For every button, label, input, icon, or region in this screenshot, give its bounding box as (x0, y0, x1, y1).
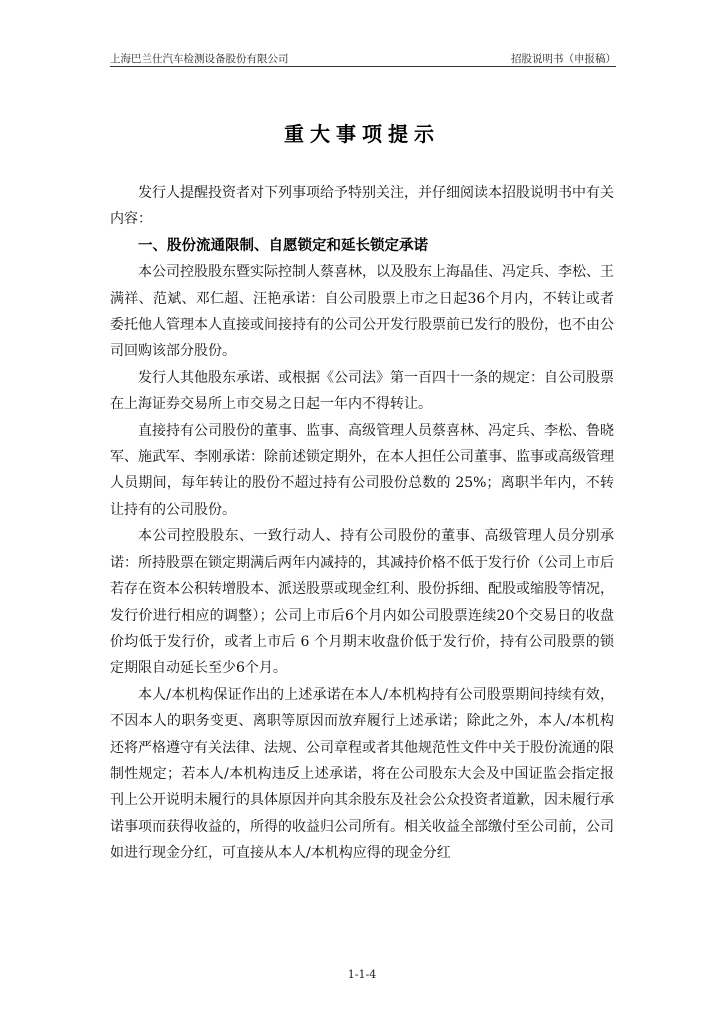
body-paragraph: 本公司控股股东暨实际控制人蔡喜林，以及股东上海晶佳、冯定兵、李松、王满祥、范斌、邓仁超、汪艳承诺：自公司股票上市之日起36个月内，不转让或者委托他人管理本人直接或间接持有的公司公开发行股票前已发行的股份，也不由公司回购该部分股份。 (110, 264, 614, 360)
body-paragraph: 发行人其他股东承诺、或根据《公司法》第一百四十一条的规定：自公司股票在上海证券交易所上市交易之日起一年内不得转让。 (110, 369, 614, 413)
body-paragraph: 直接持有公司股份的董事、监事、高级管理人员蔡喜林、冯定兵、李松、鲁晓军、施武军、李刚承诺：除前述锁定期外，在本人担任公司董事、监事或高级管理人员期间，每年转让的股份不超过持有公司股份总数的 25%；离职半年内，不转让持有的公司股份。 (110, 422, 614, 518)
intro-paragraph: 发行人提醒投资者对下列事项给予特别关注，并仔细阅读本招股说明书中有关内容： (110, 185, 614, 228)
header-divider (110, 66, 616, 67)
page-title: 重大事项提示 (284, 122, 440, 146)
document-body (110, 180, 614, 867)
body-paragraph: 本人/本机构保证作出的上述承诺在本人/本机构持有公司股票期间持续有效，不因本人的职务变更、离职等原因而放弃履行上述承诺；除此之外，本人/本机构还将严格遵守有关法律、法规、公司章程或者其他规范性文件中关于股份流通的限制性规定；若本人/本机构违反上述承诺，将在公司股东大会及中国证监会指定报刊上公开说明未履行的具体原因并向其余股东及社会公众投资者道歉，因未履行承诺事项而获得收益的，所得的收益归公司所有。相关收益全部缴付至公司前，公司如进行现金分红，可直接从本人/本机构应得的现金分红 (110, 686, 614, 862)
page-number: 1-1-4 (347, 968, 377, 981)
section-heading: 一、股份流通限制、自愿锁定和延长锁定承诺 (138, 237, 428, 254)
header-document-type: 招股说明书（申报稿） (511, 53, 616, 65)
body-paragraph: 本公司控股股东、一致行动人、持有公司股份的董事、高级管理人员分别承诺：所持股票在锁定期满后两年内减持的，其减持价格不低于发行价（公司上市后若存在资本公积转增股本、派送股票或现金红利、股份拆细、配股或缩股等情况，发行价进行相应的调整）；公司上市后6个月内如公司股票连续20个交易日的收盘价均低于发行价，或者上市后 6 个月期末收盘价低于发行价，持有公司股票的锁定期限自动延长至少6个月。 (110, 528, 614, 677)
header-company-name: 上海巴兰仕汽车检测设备股份有限公司 (110, 53, 289, 65)
